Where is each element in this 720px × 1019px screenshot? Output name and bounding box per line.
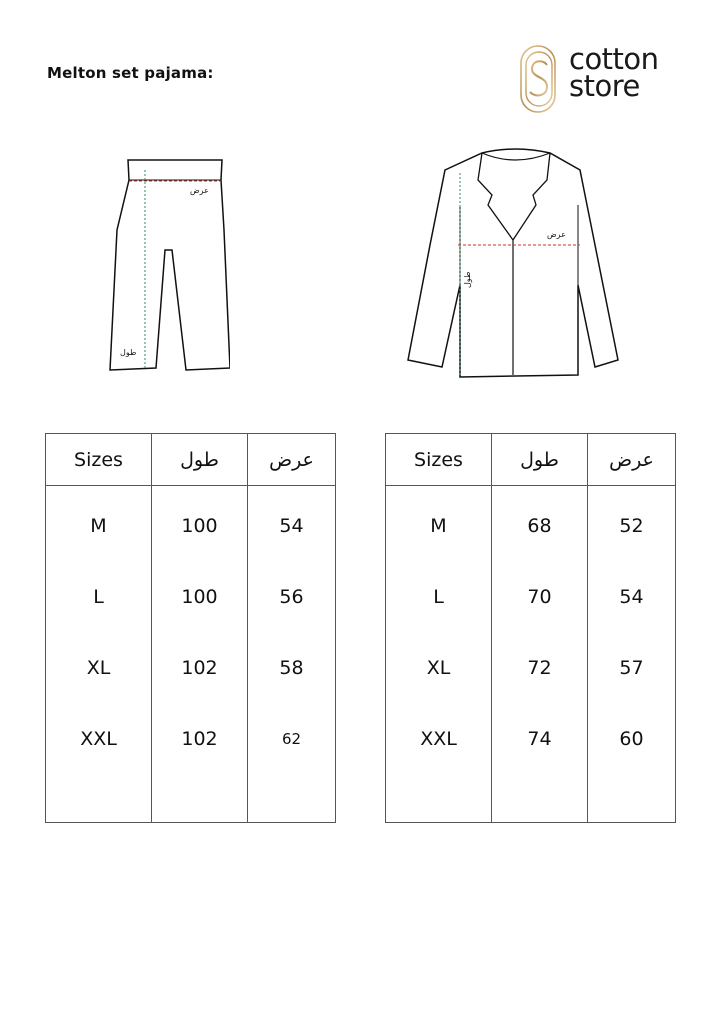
header-width: عرض xyxy=(588,434,676,486)
table-body-row xyxy=(46,486,336,823)
shirt-collar xyxy=(478,153,550,240)
brand-line-1: cotton xyxy=(569,42,659,76)
width-cell: 60 xyxy=(619,728,644,750)
brand-logo xyxy=(517,40,687,115)
width-cell: 58 xyxy=(279,657,304,679)
width-column xyxy=(588,486,676,823)
width-cell: 56 xyxy=(279,586,304,608)
shirt-size-table xyxy=(385,433,676,823)
size-cell: XL xyxy=(426,657,451,679)
pants-length-label: طول xyxy=(120,348,137,357)
table-header-row xyxy=(386,434,676,486)
header-sizes: Sizes xyxy=(386,434,492,486)
size-cell: L xyxy=(93,586,104,608)
size-cell: XXL xyxy=(420,728,457,750)
width-cell: 57 xyxy=(619,657,644,679)
shirt-width-label: عرض xyxy=(547,230,566,239)
length-cell: 100 xyxy=(181,515,218,537)
size-cell: L xyxy=(433,586,444,608)
shirt-diagram xyxy=(400,145,630,380)
width-cell: 54 xyxy=(279,515,304,537)
length-cell: 70 xyxy=(527,586,552,608)
width-cell: 52 xyxy=(619,515,644,537)
logo-icon xyxy=(517,43,565,115)
width-column xyxy=(248,486,336,823)
header-length: طول xyxy=(492,434,588,486)
pants-diagram xyxy=(100,150,230,380)
width-cell: 62 xyxy=(281,730,302,748)
pants-width-label: عرض xyxy=(190,186,209,195)
size-cell: M xyxy=(430,515,447,537)
header-sizes: Sizes xyxy=(46,434,152,486)
length-cell: 72 xyxy=(527,657,552,679)
size-cell: M xyxy=(90,515,107,537)
width-cell: 54 xyxy=(619,586,644,608)
length-column xyxy=(152,486,248,823)
table-body-row xyxy=(386,486,676,823)
pants-outline xyxy=(110,160,230,370)
length-cell: 68 xyxy=(527,515,552,537)
shirt-length-label: طول xyxy=(463,271,472,288)
size-cell: XL xyxy=(86,657,111,679)
header-width: عرض xyxy=(248,434,336,486)
size-cell: XXL xyxy=(80,728,117,750)
size-column xyxy=(386,486,492,823)
table-header-row xyxy=(46,434,336,486)
header-length: طول xyxy=(152,434,248,486)
size-column xyxy=(46,486,152,823)
length-column xyxy=(492,486,588,823)
length-cell: 74 xyxy=(527,728,552,750)
page-title: Melton set pajama: xyxy=(47,64,214,82)
length-cell: 100 xyxy=(181,586,218,608)
brand-line-2: store xyxy=(569,69,640,103)
length-cell: 102 xyxy=(181,728,218,750)
pants-size-table xyxy=(45,433,336,823)
length-cell: 102 xyxy=(181,657,218,679)
